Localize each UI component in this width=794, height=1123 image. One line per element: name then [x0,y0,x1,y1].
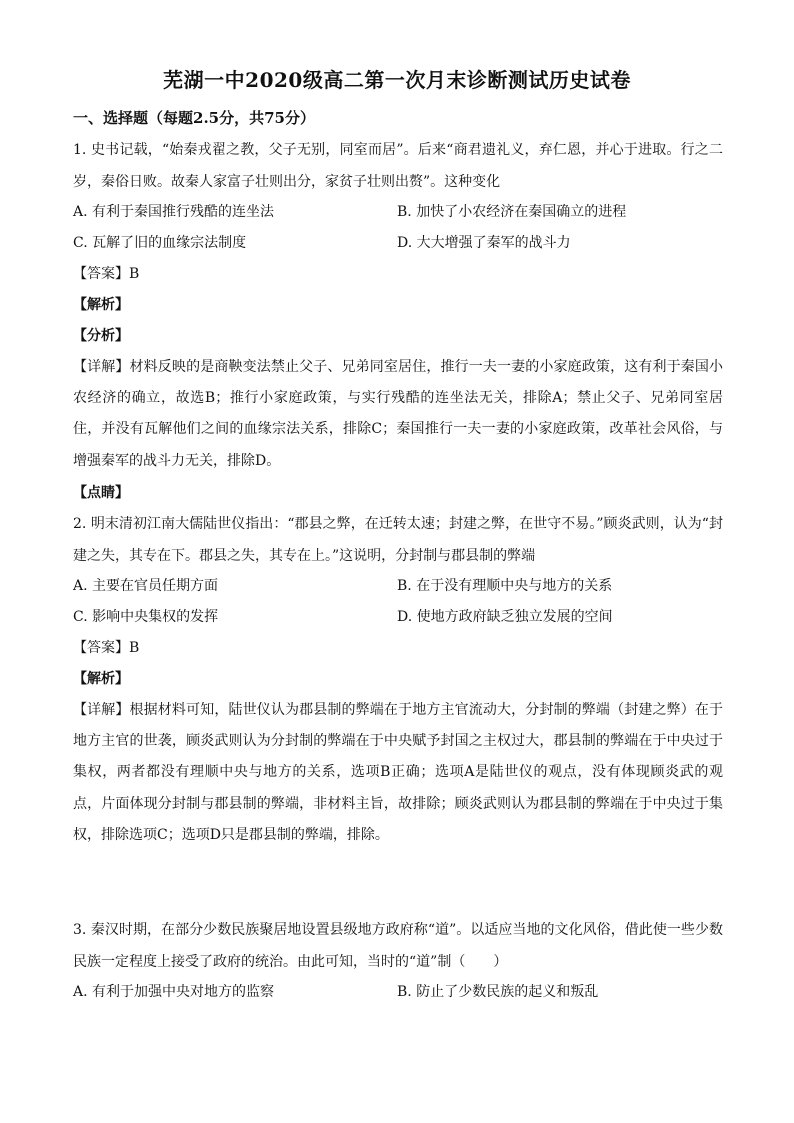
question-2-option-c: C. 影响中央集权的发挥 [73,609,219,625]
question-1-answer: 【答案】B [73,266,140,282]
question-1-option-d: D. 大大增强了秦军的战斗力 [397,235,571,251]
question-3-option-b: B. 防止了少数民族的起义和叛乱 [397,984,599,1000]
question-1-fenxi-tag: 【分析】 [73,328,129,344]
question-3-stem: 3. 秦汉时期，在部分少数民族聚居地设置县级地方政府称“道”。以适应当地的文化风俗，借此使一些少数民族一定程度上接受了政府的统治。由此可知，当时的“道”制（ ） [73,922,723,970]
question-2-options-row-2 [73,606,723,628]
question-1-stem: 1. 史书记载，“始秦戎翟之教，父子无别，同室而居”。后来“商君遗礼义，弃仁恩，并心于进取。行之二岁，秦俗日败。故秦人家富子壮则出分，家贫子壮则出赘”。这种变化 [73,142,723,190]
question-1-detail: 【详解】材料反映的是商鞅变法禁止父子、兄弟同室居住，推行一夫一妻的小家庭政策，这有利于秦国小农经济的确立，故选B；推行小家庭政策，与实行残酷的连坐法无关，排除A；禁止父子、兄弟同室居住，并没有瓦解他们之间的血缘宗法关系，排除C；秦国推行一夫一妻的小家庭政策，改革社会风俗，与增强秦军的战斗力无关，排除D。 [73,359,723,469]
question-1-options-row-2 [73,232,723,254]
question-1-dianjing-tag: 【点睛】 [73,485,129,501]
question-1-option-a: A. 有利于秦国推行残酷的连坐法 [73,204,275,220]
question-2-analysis-tag: 【解析】 [73,671,129,687]
question-2-option-a: A. 主要在官员任期方面 [73,578,219,594]
question-2-detail: 【详解】根据材料可知，陆世仪认为郡县制的弊端在于地方主官流动大，分封制的弊端（封建之弊）在于地方主官的世袭，顾炎武则认为分封制的弊端在于中央赋予封国之主权过大，郡县制的弊端在于中央过于集权，两者都没有理顺中央与地方的关系，选项B正确；选项A是陆世仪的观点，没有体现顾炎武的观点，片面体现分封制与郡县制的弊端，非材料主旨，故排除；顾炎武则认为郡县制的弊端在于中央过于集权，排除选项C；选项D只是郡县制的弊端，排除。 [73,702,723,843]
section-heading: 一、选择题（每题2.5分，共75分） [73,109,315,127]
question-3-options-row-1 [73,981,723,1003]
question-3-option-a: A. 有利于加强中央对地方的监察 [73,984,275,1000]
question-1-option-c: C. 瓦解了旧的血缘宗法制度 [73,235,247,251]
question-1-option-b: B. 加快了小农经济在秦国确立的进程 [397,204,627,220]
question-2-option-b: B. 在于没有理顺中央与地方的关系 [397,578,613,594]
exam-title: 芜湖一中2020级高二第一次月末诊断测试历史试卷 [163,68,631,92]
question-2-option-d: D. 使地方政府缺乏独立发展的空间 [397,609,613,625]
question-1-analysis-tag: 【解析】 [73,297,129,313]
question-2-options-row-1 [73,575,723,597]
question-1-options-row-1 [73,201,723,223]
question-2-answer: 【答案】B [73,640,140,656]
question-2-stem: 2. 明末清初江南大儒陆世仪指出：“郡县之弊，在迁转太速；封建之弊，在世守不易。”顾炎武则，认为“封建之失，其专在下。郡县之失，其专在上。”这说明，分封制与郡县制的弊端 [73,516,723,564]
